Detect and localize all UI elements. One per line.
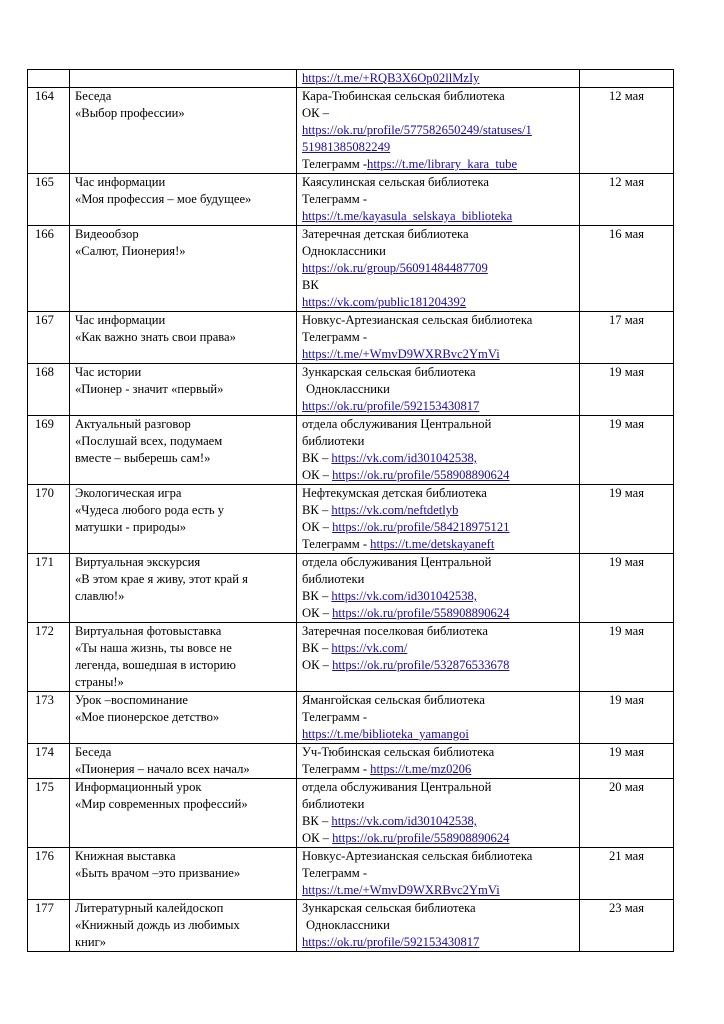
- place-line: [302, 640, 575, 657]
- event-text: Час информации: [75, 313, 166, 327]
- event-text: Литературный калейдоскоп: [75, 901, 224, 915]
- event-text: «Как важно знать свои права»: [75, 330, 236, 344]
- link-prefix: ВК –: [302, 451, 332, 465]
- row-number: 171: [28, 554, 70, 623]
- url-link[interactable]: https://t.me/biblioteka_yamangoi: [302, 727, 469, 741]
- url-link[interactable]: https://t.me/library_kara_tube: [367, 157, 518, 171]
- event-cell: [70, 848, 297, 900]
- event-text: «Мир современных профессий»: [75, 797, 248, 811]
- event-text: «Мое пионерское детство»: [75, 710, 220, 724]
- place-line: [302, 571, 575, 588]
- event-date: 19 мая: [580, 554, 674, 623]
- event-text: страны!»: [75, 675, 124, 689]
- row-number: 164: [28, 88, 70, 174]
- event-text: «Пионерия – начало всех начал»: [75, 762, 250, 776]
- url-link[interactable]: https://t.me/+WmvD9WXRBvc2YmVi: [302, 347, 500, 361]
- row-number: 166: [28, 226, 70, 312]
- place-line: [302, 139, 575, 156]
- place-line: [302, 191, 575, 208]
- row-number: 172: [28, 623, 70, 692]
- event-date: 12 мая: [580, 174, 674, 226]
- place-cell: [297, 312, 580, 364]
- place-line: [302, 536, 575, 553]
- place-line: [302, 623, 575, 640]
- event-text: «Быть врачом –это призвание»: [75, 866, 241, 880]
- event-date: 17 мая: [580, 312, 674, 364]
- url-link[interactable]: https://ok.ru/group/56091484487709: [302, 261, 488, 275]
- event-cell: [70, 779, 297, 848]
- place-line: [302, 208, 575, 225]
- url-link[interactable]: https://vk.com/id301042538,: [331, 814, 477, 828]
- url-link[interactable]: https://t.me/mz0206: [370, 762, 472, 776]
- row-number: 173: [28, 692, 70, 744]
- event-date: 19 мая: [580, 623, 674, 692]
- place-line: [302, 657, 575, 674]
- place-line: [302, 865, 575, 882]
- link-prefix: ВК –: [302, 503, 332, 517]
- event-text: «Пионер - значит «первый»: [75, 382, 224, 396]
- place-line: [302, 848, 575, 865]
- place-line: [302, 312, 575, 329]
- event-cell: [70, 88, 297, 174]
- url-link[interactable]: https://ok.ru/profile/558908890624: [332, 831, 510, 845]
- place-cell: [297, 364, 580, 416]
- place-line: [302, 554, 575, 571]
- place-line: [302, 830, 575, 847]
- event-text: легенда, вошедшая в историю: [75, 658, 236, 672]
- url-link[interactable]: https://ok.ru/profile/584218975121: [332, 520, 510, 534]
- event-text: «Чудеса любого рода есть у: [75, 503, 225, 517]
- event-date: 19 мая: [580, 416, 674, 485]
- place-cell: [297, 779, 580, 848]
- place-text: Новкус-Артезианская сельская библиотека: [302, 313, 533, 327]
- table-row: [28, 226, 674, 312]
- url-link[interactable]: https://t.me/+WmvD9WXRBvc2YmVi: [302, 883, 500, 897]
- event-text: Виртуальная экскурсия: [75, 555, 201, 569]
- url-link[interactable]: https://ok.ru/profile/592153430817: [302, 935, 480, 949]
- event-text: Виртуальная фотовыставка: [75, 624, 222, 638]
- event-date: [580, 70, 674, 88]
- table-row: [28, 744, 674, 779]
- place-line: [302, 433, 575, 450]
- place-cell: [297, 744, 580, 779]
- place-text: библиотеки: [302, 572, 365, 586]
- events-table-body: [28, 70, 674, 952]
- row-number: 174: [28, 744, 70, 779]
- place-line: [302, 813, 575, 830]
- table-row: [28, 88, 674, 174]
- event-text: «Салют, Пионерия!»: [75, 244, 186, 258]
- place-line: [302, 588, 575, 605]
- url-link[interactable]: https://t.me/+RQB3X6Op02llMzIy: [302, 71, 480, 85]
- url-link[interactable]: https://vk.com/: [331, 641, 408, 655]
- event-date: 19 мая: [580, 744, 674, 779]
- row-number: 177: [28, 900, 70, 952]
- place-text: отдела обслуживания Центральной: [302, 780, 492, 794]
- place-cell: [297, 174, 580, 226]
- place-line: [302, 917, 575, 934]
- place-cell: [297, 692, 580, 744]
- place-line: [302, 88, 575, 105]
- row-number: 167: [28, 312, 70, 364]
- url-link[interactable]: https://vk.com/id301042538,: [331, 589, 477, 603]
- place-cell: [297, 88, 580, 174]
- place-line: [302, 416, 575, 433]
- link-prefix: Телеграмм -: [302, 157, 368, 171]
- table-row: [28, 623, 674, 692]
- row-number: [28, 70, 70, 88]
- place-text: Телеграмм -: [302, 192, 368, 206]
- event-text: «Ты наша жизнь, ты вовсе не: [75, 641, 232, 655]
- place-text: Нефтекумская детская библиотека: [302, 486, 487, 500]
- place-cell: [297, 70, 580, 88]
- link-prefix: ВК –: [302, 814, 332, 828]
- event-text: Информационный урок: [75, 780, 202, 794]
- event-cell: [70, 744, 297, 779]
- place-line: [302, 900, 575, 917]
- event-text: «Моя профессия – мое будущее»: [75, 192, 252, 206]
- place-cell: [297, 416, 580, 485]
- row-number: 165: [28, 174, 70, 226]
- place-line: [302, 329, 575, 346]
- event-text: «В этом крае я живу, этот край я: [75, 572, 248, 586]
- place-text: отдела обслуживания Центральной: [302, 555, 492, 569]
- url-link[interactable]: https://ok.ru/profile/592153430817: [302, 399, 480, 413]
- place-line: [302, 122, 575, 139]
- place-line: [302, 381, 575, 398]
- place-text: библиотеки: [302, 434, 365, 448]
- place-cell: [297, 554, 580, 623]
- place-cell: [297, 485, 580, 554]
- place-line: [302, 605, 575, 622]
- event-text: матушки - природы»: [75, 520, 187, 534]
- link-prefix: ВК –: [302, 589, 332, 603]
- place-text: ОК –: [302, 106, 329, 120]
- event-cell: [70, 174, 297, 226]
- link-prefix: Телеграмм -: [302, 762, 371, 776]
- event-cell: [70, 226, 297, 312]
- event-text: славлю!»: [75, 589, 125, 603]
- place-line: [302, 277, 575, 294]
- table-row: [28, 174, 674, 226]
- link-prefix: ОК –: [302, 468, 333, 482]
- table-row: [28, 416, 674, 485]
- event-cell: [70, 416, 297, 485]
- place-line: [302, 485, 575, 502]
- link-prefix: ОК –: [302, 606, 333, 620]
- table-row: [28, 779, 674, 848]
- row-number: 175: [28, 779, 70, 848]
- table-row: [28, 485, 674, 554]
- place-text: Новкус-Артезианская сельская библиотека: [302, 849, 533, 863]
- events-table: [27, 69, 674, 952]
- place-text: Каясулинская сельская библиотека: [302, 175, 490, 189]
- place-line: [302, 156, 575, 173]
- event-date: 23 мая: [580, 900, 674, 952]
- place-text: Ямангойская сельская библиотека: [302, 693, 485, 707]
- place-text: Уч-Тюбинская сельская библиотека: [302, 745, 495, 759]
- table-row: [28, 692, 674, 744]
- event-cell: [70, 70, 297, 88]
- url-link[interactable]: https://vk.com/public181204392: [302, 295, 467, 309]
- link-prefix: Телеграмм -: [302, 537, 371, 551]
- url-link[interactable]: https://ok.ru/profile/577582650249/statuses/1: [302, 123, 532, 137]
- place-line: [302, 519, 575, 536]
- event-text: «Выбор профессии»: [75, 106, 185, 120]
- event-text: книг»: [75, 935, 107, 949]
- place-text: Зункарская сельская библиотека: [302, 901, 476, 915]
- event-text: Беседа: [75, 89, 112, 103]
- event-text: Книжная выставка: [75, 849, 176, 863]
- event-date: 12 мая: [580, 88, 674, 174]
- event-cell: [70, 900, 297, 952]
- place-line: [302, 450, 575, 467]
- row-number: 169: [28, 416, 70, 485]
- place-line: [302, 260, 575, 277]
- link-prefix: ОК –: [302, 831, 333, 845]
- place-line: [302, 243, 575, 260]
- place-text: отдела обслуживания Центральной: [302, 417, 492, 431]
- place-line: [302, 105, 575, 122]
- url-link[interactable]: 51981385082249: [302, 140, 391, 154]
- url-link[interactable]: https://ok.ru/profile/558908890624: [332, 606, 510, 620]
- event-cell: [70, 364, 297, 416]
- event-text: «Послушай всех, подумаем: [75, 434, 223, 448]
- url-link[interactable]: https://vk.com/neftdetlyb: [331, 503, 459, 517]
- place-text: Одноклассники: [306, 918, 390, 932]
- event-text: Экологическая игра: [75, 486, 182, 500]
- event-text: Час истории: [75, 365, 142, 379]
- place-line: [302, 709, 575, 726]
- place-line: [302, 70, 575, 87]
- place-text: Телеграмм -: [302, 866, 368, 880]
- place-line: [302, 398, 575, 415]
- url-link[interactable]: https://ok.ru/profile/532876533678: [332, 658, 510, 672]
- table-row: [28, 364, 674, 416]
- event-text: Час информации: [75, 175, 166, 189]
- place-line: [302, 467, 575, 484]
- link-prefix: ОК –: [302, 520, 333, 534]
- place-line: [302, 364, 575, 381]
- place-text: Одноклассники: [306, 382, 390, 396]
- row-number: 170: [28, 485, 70, 554]
- event-date: 19 мая: [580, 364, 674, 416]
- row-number: 176: [28, 848, 70, 900]
- place-text: Зункарская сельская библиотека: [302, 365, 476, 379]
- event-text: Актуальный разговор: [75, 417, 191, 431]
- place-cell: [297, 623, 580, 692]
- table-row: [28, 848, 674, 900]
- place-line: [302, 934, 575, 951]
- event-text: Беседа: [75, 745, 112, 759]
- table-row: [28, 900, 674, 952]
- place-text: библиотеки: [302, 797, 365, 811]
- place-text: Кара-Тюбинская сельская библиотека: [302, 89, 505, 103]
- place-cell: [297, 848, 580, 900]
- place-text: Затеречная поселковая библиотека: [302, 624, 488, 638]
- event-text: вместе – выберешь сам!»: [75, 451, 211, 465]
- event-date: 19 мая: [580, 692, 674, 744]
- place-line: [302, 174, 575, 191]
- place-line: [302, 502, 575, 519]
- place-line: [302, 346, 575, 363]
- place-text: ВК: [302, 278, 319, 292]
- url-link[interactable]: https://t.me/kayasula_selskaya_biblioteka: [302, 209, 513, 223]
- place-text: Затеречная детская библиотека: [302, 227, 469, 241]
- event-date: 19 мая: [580, 485, 674, 554]
- event-text: Урок –воспоминание: [75, 693, 188, 707]
- place-line: [302, 226, 575, 243]
- place-line: [302, 882, 575, 899]
- url-link[interactable]: https://ok.ru/profile/558908890624: [332, 468, 510, 482]
- event-cell: [70, 623, 297, 692]
- link-prefix: ВК –: [302, 641, 332, 655]
- place-text: Телеграмм -: [302, 710, 368, 724]
- link-prefix: ОК –: [302, 658, 333, 672]
- place-cell: [297, 900, 580, 952]
- row-number: 168: [28, 364, 70, 416]
- event-cell: [70, 692, 297, 744]
- event-text: «Книжный дождь из любимых: [75, 918, 240, 932]
- url-link[interactable]: https://vk.com/id301042538,: [331, 451, 477, 465]
- place-line: [302, 779, 575, 796]
- place-line: [302, 761, 575, 778]
- table-row: [28, 554, 674, 623]
- url-link[interactable]: https://t.me/detskayaneft: [370, 537, 495, 551]
- event-date: 20 мая: [580, 779, 674, 848]
- event-date: 16 мая: [580, 226, 674, 312]
- place-line: [302, 294, 575, 311]
- table-row: [28, 312, 674, 364]
- event-text: Видеообзор: [75, 227, 139, 241]
- table-row: [28, 70, 674, 88]
- place-cell: [297, 226, 580, 312]
- place-line: [302, 726, 575, 743]
- event-date: 21 мая: [580, 848, 674, 900]
- event-cell: [70, 554, 297, 623]
- place-line: [302, 796, 575, 813]
- place-text: Одноклассники: [302, 244, 386, 258]
- place-line: [302, 744, 575, 761]
- event-cell: [70, 312, 297, 364]
- place-text: Телеграмм -: [302, 330, 368, 344]
- place-line: [302, 692, 575, 709]
- event-cell: [70, 485, 297, 554]
